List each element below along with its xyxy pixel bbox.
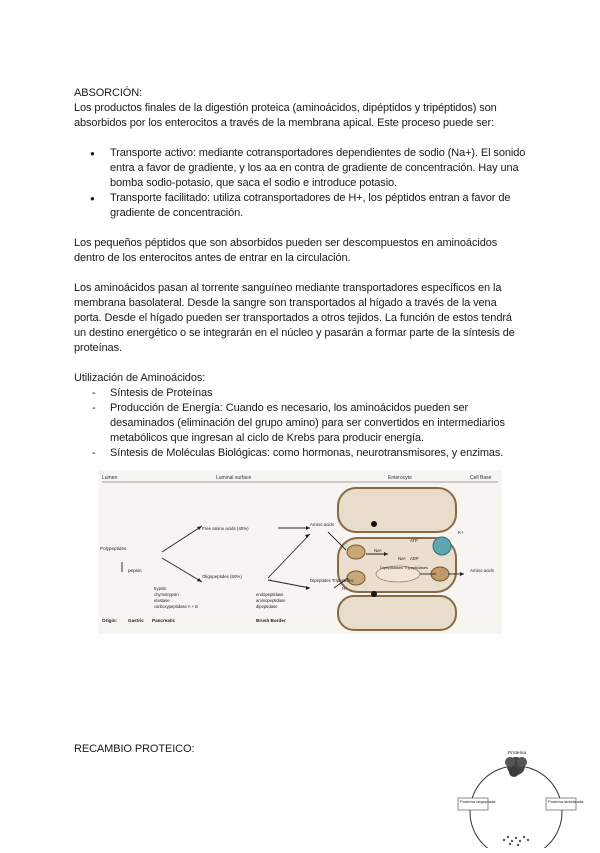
dipeptides-label: Dipeptides Tripeptides (310, 578, 354, 583)
cell-base-label: Cell Base (470, 475, 492, 481)
dipeptidases-label: Dipeptidases Tripeptidases (380, 565, 429, 570)
utilizacion-item: - Síntesis de Proteínas (74, 386, 526, 401)
absorcion-section (74, 86, 526, 461)
absorcion-intro: Los productos finales de la digestión proteica (aminoácidos, dipéptidos y tripéptidos) son absorbidos por los enterocitos a través de la membrana apical. Este proceso puede ser: (74, 102, 497, 129)
enzyme-label: chymotrypsin (154, 592, 179, 597)
absorcion-paragraph-2: Los aminoácidos pasan al torrente sanguíneo mediante transportadores específicos en la membrana basolateral. Desde la sangre son transportados al hígado a través de la vena porta. Desde el hígado pueden ser transportados a otros tejidos. La función de estos tendrá un destino energético o se integrarán en el núcleo y pasarán a formar parte de la síntesis de proteínas. (74, 282, 515, 354)
protein-turnover-cycle (448, 742, 584, 848)
utilizacion-item: - Producción de Energía: Cuando es necesario, los aminoácidos pueden ser desaminados (eliminación del grupo amino) para ser convertidos en intermediarios metabólicos que ingresan al ciclo de Krebs para producir energía. (74, 401, 526, 446)
origin-gastric: Gastric (128, 618, 144, 623)
enzyme-label: dipeptidase (256, 604, 278, 609)
na-cotransporter (347, 545, 365, 559)
figure-svg (98, 470, 502, 634)
utilizacion-item: - Síntesis de Moléculas Biológicas: como hormonas, neurotransmisores, y enzimas. (74, 446, 526, 461)
absorcion-heading: ABSORCIÓN: (74, 87, 143, 99)
polypeptides-label: Polypeptides (100, 546, 127, 551)
enzyme-label: endopeptidase (256, 592, 284, 597)
origin-brush-border: Brush Border (256, 618, 286, 623)
utilizacion-list (74, 386, 526, 461)
cycle-svg (448, 742, 584, 848)
transport-item-active: ● Transporte activo: mediante cotransportadores dependientes de sodio (Na+). El sonido entra a favor de gradiente, y los aa en contra de gradiente de concentración. Hay una bomba sodio-potasio, que saca el sodio e introduce potasio. (74, 146, 526, 191)
tight-junction (371, 591, 377, 597)
enterocyte-label: Enterocyte (388, 475, 412, 481)
luminal-surface-label: Luminal surface (216, 475, 252, 481)
atp-label: ATP (410, 538, 418, 543)
na-k-pump (433, 537, 451, 555)
enzyme-label: aminopeptidase (256, 598, 286, 603)
protein-absorption-figure (98, 470, 502, 634)
lumen-label: Lumen (102, 475, 118, 481)
origin-pancreatic: Pancreatic (152, 618, 176, 623)
na-label: Na+ (374, 548, 383, 553)
recambio-heading: RECAMBIO PROTEICO: (74, 743, 195, 755)
transport-item-facilitated: ● Transporte facilitado: utiliza cotransportadores de H+, los péptidos entran a favor de gradiente de concentración. (74, 191, 526, 221)
enterocyte-bottom (338, 596, 456, 630)
enterocyte-top (338, 488, 456, 532)
amino-acid-fragments-icon (503, 836, 529, 846)
h-label: H+ (342, 586, 348, 591)
folded-protein-icon (505, 757, 527, 777)
cycle-label-top: Proteína (508, 751, 527, 756)
amino-acids-label: Amino acids (310, 522, 334, 527)
amino-acids-out-label: Amino acids (470, 568, 494, 573)
free-amino-acids-label: Free amino acids (40%) (202, 526, 249, 531)
enterocyte-cells (338, 488, 456, 630)
enzyme-label: trypsin (154, 586, 167, 591)
pepsin-label: pepsin (128, 568, 142, 573)
cycle-label-right: Proteína sintetizada (548, 799, 584, 804)
k-label: K+ (458, 530, 464, 535)
recambio-section (74, 742, 374, 757)
adp-label: ADP (410, 556, 419, 561)
tight-junction (371, 521, 377, 527)
enzyme-label: elastase (154, 598, 170, 603)
cycle-label-left: Proteína degradada (460, 799, 496, 804)
utilizacion-heading: Utilización de Aminoácidos: (74, 372, 206, 384)
origin-label: Origin: (102, 618, 118, 623)
absorcion-paragraph-1: Los pequeños péptidos que son absorbidos pueden ser descompuestos en aminoácidos dentro de los enterocitos antes de entrar en la circulación. (74, 237, 498, 264)
oligopeptides-label: Oligopeptides (60%) (202, 574, 242, 579)
enzyme-label: carboxypeptidase A + B (154, 604, 198, 609)
transport-list (74, 146, 526, 221)
na-label: Na+ (398, 556, 407, 561)
